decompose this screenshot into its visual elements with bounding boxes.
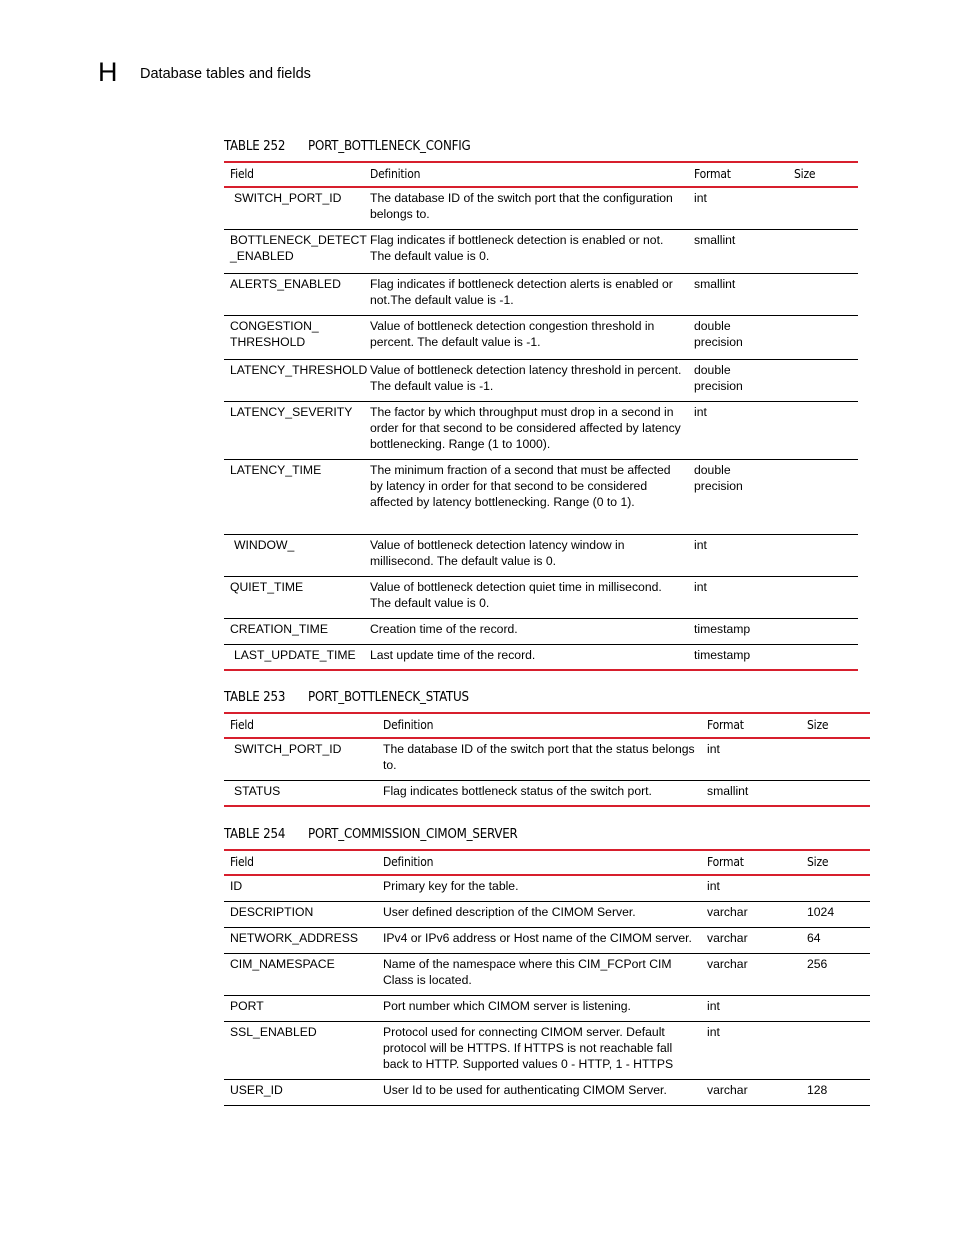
column-header: Field <box>224 850 377 875</box>
table-name: PORT_BOTTLENECK_CONFIG <box>308 139 471 154</box>
size-cell <box>801 1021 870 1079</box>
format-cell: smallint <box>688 229 788 273</box>
field-cell: SWITCH_PORT_ID <box>224 738 377 780</box>
field-cell: WINDOW_ <box>224 534 364 576</box>
table-row <box>224 901 870 927</box>
format-cell: smallint <box>688 273 788 315</box>
format-cell: double precision <box>688 359 788 401</box>
chapter-letter: H <box>98 57 118 87</box>
size-cell <box>788 576 858 618</box>
definition-cell: Flag indicates bottleneck status of the switch port. <box>377 780 701 806</box>
size-cell <box>801 780 870 806</box>
size-cell <box>801 995 870 1021</box>
table-row <box>224 953 870 995</box>
table-row <box>224 875 870 901</box>
column-header: Definition <box>377 850 701 875</box>
data-table <box>224 849 870 1106</box>
table-caption <box>224 139 858 161</box>
size-cell: 64 <box>801 927 870 953</box>
field-cell: DESCRIPTION <box>224 901 377 927</box>
table-254 <box>224 827 870 1106</box>
column-header: Field <box>224 162 364 187</box>
format-cell: int <box>688 187 788 229</box>
size-cell <box>788 273 858 315</box>
format-cell: varchar <box>701 953 801 995</box>
format-cell: varchar <box>701 1079 801 1105</box>
field-cell: USER_ID <box>224 1079 377 1105</box>
format-cell: int <box>701 738 801 780</box>
table-row <box>224 618 858 644</box>
size-cell <box>788 315 858 359</box>
column-header: Format <box>701 713 801 738</box>
field-cell: CREATION_TIME <box>224 618 364 644</box>
field-cell: LAST_UPDATE_TIME <box>224 644 364 670</box>
table-row <box>224 780 870 806</box>
definition-cell: The database ID of the switch port that the status belongs to. <box>377 738 701 780</box>
size-cell: 256 <box>801 953 870 995</box>
running-title: Database tables and fields <box>140 66 311 82</box>
header-row <box>224 713 870 738</box>
table-caption <box>224 827 870 849</box>
table-row <box>224 927 870 953</box>
field-cell: BOTTLENECK_DETECT _ENABLED <box>224 229 364 273</box>
data-table <box>224 712 870 807</box>
field-cell: NETWORK_ADDRESS <box>224 927 377 953</box>
column-header: Size <box>801 850 870 875</box>
column-header: Format <box>701 850 801 875</box>
size-cell <box>788 401 858 459</box>
table-row <box>224 359 858 401</box>
column-header: Size <box>801 713 870 738</box>
table-row <box>224 995 870 1021</box>
column-header: Size <box>788 162 858 187</box>
definition-cell: Primary key for the table. <box>377 875 701 901</box>
definition-cell: Value of bottleneck detection congestion threshold in percent. The default value is -1. <box>364 315 688 359</box>
table-row <box>224 738 870 780</box>
format-cell: smallint <box>701 780 801 806</box>
definition-cell: User defined description of the CIMOM Server. <box>377 901 701 927</box>
table-number: TABLE 253 <box>224 690 286 705</box>
format-cell: timestamp <box>688 618 788 644</box>
format-cell: timestamp <box>688 644 788 670</box>
table-number: TABLE 254 <box>224 827 286 842</box>
definition-cell: User Id to be used for authenticating CIMOM Server. <box>377 1079 701 1105</box>
definition-cell: The factor by which throughput must drop in a second in order for that second to be considered affected by latency bottlenecking. Range (1 to 1000). <box>364 401 688 459</box>
format-cell: int <box>701 875 801 901</box>
format-cell: int <box>701 995 801 1021</box>
definition-cell: Port number which CIMOM server is listening. <box>377 995 701 1021</box>
size-cell <box>788 229 858 273</box>
field-cell: LATENCY_THRESHOLD <box>224 359 364 401</box>
table-row <box>224 534 858 576</box>
table-row <box>224 644 858 670</box>
format-cell: int <box>688 401 788 459</box>
field-cell: LATENCY_SEVERITY <box>224 401 364 459</box>
table-row <box>224 1079 870 1105</box>
definition-cell: Value of bottleneck detection quiet time in millisecond. The default value is 0. <box>364 576 688 618</box>
field-cell: CIM_NAMESPACE <box>224 953 377 995</box>
size-cell <box>788 644 858 670</box>
data-table <box>224 161 858 671</box>
field-cell: PORT <box>224 995 377 1021</box>
table-252 <box>224 139 858 671</box>
definition-cell: IPv4 or IPv6 address or Host name of the CIMOM server. <box>377 927 701 953</box>
format-cell: int <box>688 534 788 576</box>
definition-cell: Last update time of the record. <box>364 644 688 670</box>
size-cell <box>801 875 870 901</box>
table-name: PORT_BOTTLENECK_STATUS <box>308 690 469 705</box>
definition-cell: The minimum fraction of a second that must be affected by latency in order for that second to be considered affected by latency bottlenecking. Range (0 to 1). <box>364 459 688 534</box>
field-cell: QUIET_TIME <box>224 576 364 618</box>
table-row <box>224 229 858 273</box>
size-cell <box>788 534 858 576</box>
definition-cell: Flag indicates if bottleneck detection alerts is enabled or not.The default value is -1. <box>364 273 688 315</box>
format-cell: varchar <box>701 927 801 953</box>
column-header: Definition <box>364 162 688 187</box>
size-cell <box>788 459 858 534</box>
header-row <box>224 162 858 187</box>
table-caption <box>224 690 870 712</box>
definition-cell: The database ID of the switch port that the configuration belongs to. <box>364 187 688 229</box>
table-253 <box>224 690 870 807</box>
field-cell: CONGESTION_ THRESHOLD <box>224 315 364 359</box>
table-number: TABLE 252 <box>224 139 286 154</box>
table-row <box>224 315 858 359</box>
table-row <box>224 273 858 315</box>
field-cell: ALERTS_ENABLED <box>224 273 364 315</box>
size-cell <box>788 618 858 644</box>
column-header: Field <box>224 713 377 738</box>
table-row <box>224 576 858 618</box>
field-cell: LATENCY_TIME <box>224 459 364 534</box>
table-name: PORT_COMMISSION_CIMOM_SERVER <box>308 827 518 842</box>
table-row <box>224 1021 870 1079</box>
header-row <box>224 850 870 875</box>
field-cell: SSL_ENABLED <box>224 1021 377 1079</box>
size-cell <box>801 738 870 780</box>
format-cell: double precision <box>688 315 788 359</box>
table-row <box>224 401 858 459</box>
column-header: Definition <box>377 713 701 738</box>
definition-cell: Flag indicates if bottleneck detection is enabled or not. The default value is 0. <box>364 229 688 273</box>
format-cell: int <box>701 1021 801 1079</box>
table-row <box>224 187 858 229</box>
definition-cell: Protocol used for connecting CIMOM server. Default protocol will be HTTPS. If HTTPS is not reachable fall back to HTTP. Supported values 0 - HTTP, 1 - HTTPS <box>377 1021 701 1079</box>
size-cell: 1024 <box>801 901 870 927</box>
definition-cell: Creation time of the record. <box>364 618 688 644</box>
size-cell: 128 <box>801 1079 870 1105</box>
field-cell: ID <box>224 875 377 901</box>
field-cell: STATUS <box>224 780 377 806</box>
size-cell <box>788 359 858 401</box>
table-row <box>224 459 858 534</box>
definition-cell: Value of bottleneck detection latency window in millisecond. The default value is 0. <box>364 534 688 576</box>
format-cell: int <box>688 576 788 618</box>
size-cell <box>788 187 858 229</box>
format-cell: varchar <box>701 901 801 927</box>
definition-cell: Value of bottleneck detection latency threshold in percent. The default value is -1. <box>364 359 688 401</box>
field-cell: SWITCH_PORT_ID <box>224 187 364 229</box>
format-cell: double precision <box>688 459 788 534</box>
column-header: Format <box>688 162 788 187</box>
definition-cell: Name of the namespace where this CIM_FCPort CIM Class is located. <box>377 953 701 995</box>
